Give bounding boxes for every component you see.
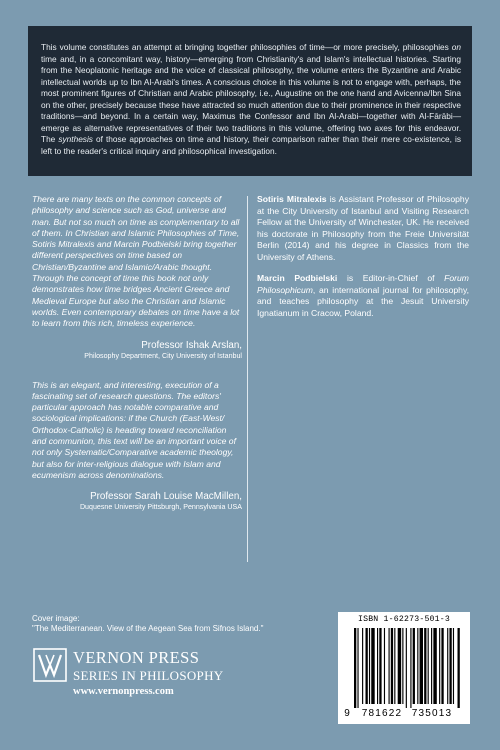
summary-text-2: time and, in a concomitant way, history—emerging from Christianity's and Islam's intellectual histories. Starting from the Neoplatonic heritage and the voice of classical philosophy, the volume enters the Byzantine and Arabic intellectual worlds up to Ibn Al-Arabi's times. A conscious choice in this volume is not to engage with, perhaps, the most prominent figures of Christian and Arabic philosophy, i.e., Augustine on the one hand and Avicenna/Ibn Sina on the other, precisely because these have attracted so much attention due to their prominence in their respective traditions—and beyond. In a certain way, Maximus the Confessor and Ibn Al-Arabi—together with Al-Fārābi—emerge as alternative representatives of their two traditions in this volume, offering two axes for this endeavor. The: [41, 53, 461, 144]
cover-image-description: "The Mediterranean. View of the Aegean Sea from Sifnos Island.": [32, 624, 264, 633]
barcode-bar: [366, 628, 368, 704]
summary-box: [28, 26, 472, 176]
endorsements-column: [32, 194, 242, 512]
barcode-box: [338, 612, 470, 724]
barcode: [338, 612, 470, 724]
isbn-label: ISBN 1-62273-501-3: [357, 615, 451, 624]
barcode-bar: [447, 628, 448, 704]
bio-mitralexis: [257, 194, 469, 263]
bio-podbielski-text-1: is Editor-in-Chief of: [337, 273, 445, 283]
publisher-name: VERNON PRESS: [73, 648, 200, 667]
bio-podbielski-text-2: , an international journal for philosophy, and teaches philosophy at the Jesuit University Ignatianum in Cracow, Poland.: [257, 284, 469, 318]
endorser-name-1: Professor Ishak Arslan,: [141, 339, 242, 351]
barcode-bar: [362, 628, 363, 704]
barcode-bar: [439, 628, 440, 704]
cover-image-label: Cover image:: [32, 614, 80, 623]
endorsement-quote-1: There are many texts on the common concepts of philosophy and science such as God, universe and man. But not so much on time as complementary to all of them. In Christian and Islamic Philosophies of Time, Sotiris Mitralexis and Marcin Podbielski bring together different perspectives on time based on Christian/Byzantine and Islamic/Arabic thought. Through the concept of time this book not only demonstrates how time bridges Ancient Greece and Medieval Europe but also the Christian and Islamic worlds. Even contemporary debates on time have a lot to learn from this rich, timeless experience.: [32, 194, 240, 329]
series-name: SERIES IN PHILOSOPHY: [73, 668, 224, 683]
bio-podbielski-name: Marcin Podbielski: [257, 273, 338, 283]
barcode-digit-first: 9: [344, 708, 350, 719]
barcode-bar: [398, 628, 401, 704]
summary-emphasis-synthesis: synthesis: [58, 134, 93, 144]
barcode-bar: [384, 628, 385, 704]
summary-text-1: This volume constitutes an attempt at bringing together philosophies of time—or more precisely, philosophies: [41, 42, 452, 52]
barcode-bar: [453, 628, 454, 704]
barcode-bar: [377, 628, 378, 704]
barcode-bar: [428, 628, 429, 704]
barcode-digits-right: 735013: [411, 708, 453, 719]
barcode-bar: [357, 628, 358, 708]
barcode-bar: [420, 628, 423, 704]
barcode-bar: [431, 628, 432, 704]
bio-podbielski: [257, 273, 469, 319]
barcode-bar: [410, 628, 411, 708]
barcode-bar: [389, 628, 390, 704]
summary-text-3: of those approaches on time and history, their comparison rather than their mere co-existence, is left to the reader's critical inquiry and philosophical investigation.: [41, 134, 461, 156]
summary-emphasis-on: on: [451, 42, 461, 52]
barcode-bar: [391, 628, 393, 704]
publisher-url: www.vernonpress.com: [73, 686, 174, 697]
barcode-bar: [458, 628, 460, 708]
endorsement-quote-2: This is an elegant, and interesting, execution of a fascinating set of research questions. The editors' particular approach has notable comparative and sociological implications: if the Church (East-West/ Orthodox-Catholic) is heading toward reconciliation and communion, this text will be an important voice of not only Systematic/Comparative academic theology, but also for inter-religious dialogue with Islam and ecumenism across denominations.: [32, 379, 236, 480]
barcode-bar: [441, 628, 443, 704]
barcode-bar: [424, 628, 426, 704]
barcode-bar: [413, 628, 415, 704]
barcode-bar: [369, 628, 370, 704]
bio-podbielski-journal: Forum Philosophicum: [257, 273, 469, 295]
column-divider: [247, 196, 248, 562]
barcode-bar: [402, 628, 403, 704]
bio-mitralexis-text: is Assistant Professor of Philosophy at the City University of Istanbul and Visiting Research Fellow at the University of Winchester, UK. He received his doctorate in Philosophy from the Freie Universität Berlin (2014) and his degree in Classics from the University of Athens.: [257, 194, 469, 262]
barcode-bar: [433, 628, 436, 704]
author-bios-column: [257, 194, 469, 319]
barcode-digits-left: 781622: [361, 708, 403, 719]
barcode-bar: [394, 628, 395, 704]
barcode-bar: [354, 628, 356, 708]
vernon-press-logo-icon: [33, 648, 67, 682]
barcode-bar: [417, 628, 418, 704]
bio-mitralexis-name: Sotiris Mitralexis: [257, 194, 327, 204]
endorser-affiliation-2: Duquesne University Pittsburgh, Pennsylvania USA: [79, 503, 242, 512]
barcode-bar: [379, 628, 381, 704]
barcode-bar: [449, 628, 451, 704]
endorser-affiliation-1: Philosophy Department, City University of Istanbul: [84, 351, 242, 360]
barcode-bar: [406, 628, 407, 708]
endorser-name-2: Professor Sarah Louise MacMillen,: [90, 491, 242, 503]
barcode-bar: [371, 628, 374, 704]
cover-image-caption: [32, 614, 282, 634]
